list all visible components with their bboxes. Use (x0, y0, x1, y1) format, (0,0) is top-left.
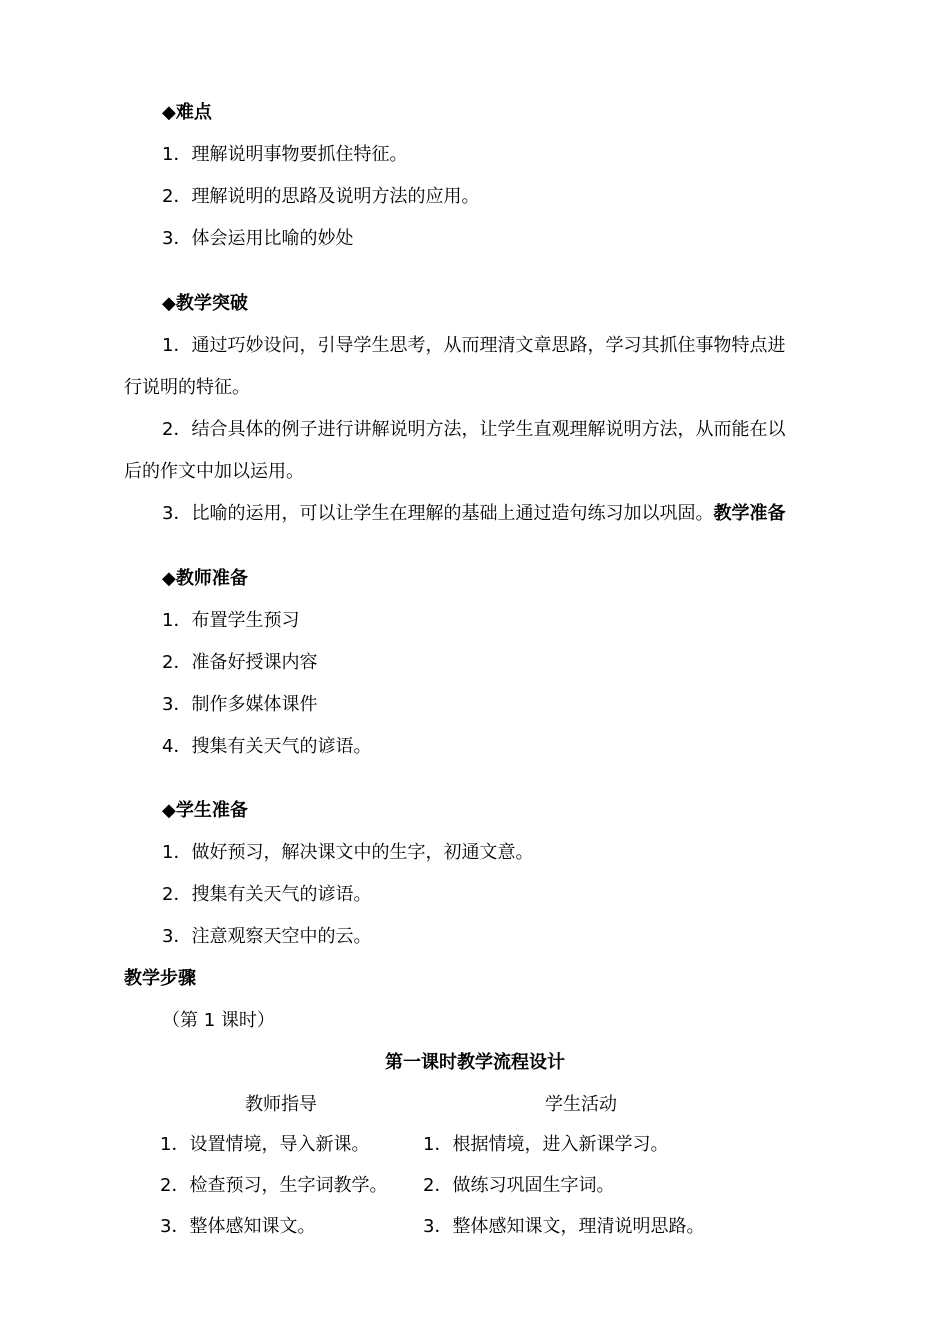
period-label: （第 1 课时） (162, 1010, 275, 1031)
student-prep-item: 3．注意观察天空中的云。 (162, 926, 372, 947)
prep-section-title: 教学准备 (713, 503, 786, 524)
breakthrough-paragraph-2-cont: 后的作文中加以运用。 (124, 461, 304, 482)
teacher-prep-heading: ◆教师准备 (162, 568, 248, 589)
teacher-prep-item: 2．准备好授课内容 (162, 652, 318, 673)
column-header-student: 学生活动 (545, 1094, 617, 1115)
flow-student-step: 2．做练习巩固生字词。 (423, 1175, 615, 1196)
student-prep-heading: ◆学生准备 (162, 800, 248, 821)
teacher-prep-item: 3．制作多媒体课件 (162, 694, 318, 715)
breakthrough-paragraph-2: 2．结合具体的例子进行讲解说明方法，让学生直观理解说明方法，从而能在以 (162, 419, 786, 440)
breakthrough-paragraph-1-cont: 行说明的特征。 (124, 377, 250, 398)
flow-teacher-step: 1．设置情境，导入新课。 (160, 1134, 370, 1155)
breakthrough-paragraph-1: 1．通过巧妙设问，引导学生思考，从而理清文章思路，学习其抓住事物特点进 (162, 335, 786, 356)
column-header-teacher: 教师指导 (245, 1094, 317, 1115)
breakthrough-heading: ◆教学突破 (162, 293, 248, 314)
teacher-prep-item: 1．布置学生预习 (162, 610, 300, 631)
difficulty-heading: ◆难点 (162, 102, 212, 123)
flow-teacher-step: 2．检查预习，生字词教学。 (160, 1175, 388, 1196)
breakthrough-paragraph-3-text: 3．比喻的运用，可以让学生在理解的基础上通过造句练习加以巩固。 (162, 503, 714, 524)
steps-heading: 教学步骤 (124, 968, 196, 989)
student-prep-item: 2．搜集有关天气的谚语。 (162, 884, 372, 905)
flow-student-step: 1．根据情境，进入新课学习。 (423, 1134, 669, 1155)
student-prep-item: 1．做好预习，解决课文中的生字，初通文意。 (162, 842, 534, 863)
difficulty-item: 3．体会运用比喻的妙处 (162, 228, 354, 249)
difficulty-item: 1．理解说明事物要抓住特征。 (162, 144, 408, 165)
flow-teacher-step: 3．整体感知课文。 (160, 1216, 316, 1237)
teacher-prep-item: 4．搜集有关天气的谚语。 (162, 736, 372, 757)
breakthrough-paragraph-3 (162, 501, 785, 527)
difficulty-item: 2．理解说明的思路及说明方法的应用。 (162, 186, 480, 207)
flow-student-step: 3．整体感知课文，理清说明思路。 (423, 1216, 705, 1237)
flow-title: 第一课时教学流程设计 (385, 1052, 565, 1073)
